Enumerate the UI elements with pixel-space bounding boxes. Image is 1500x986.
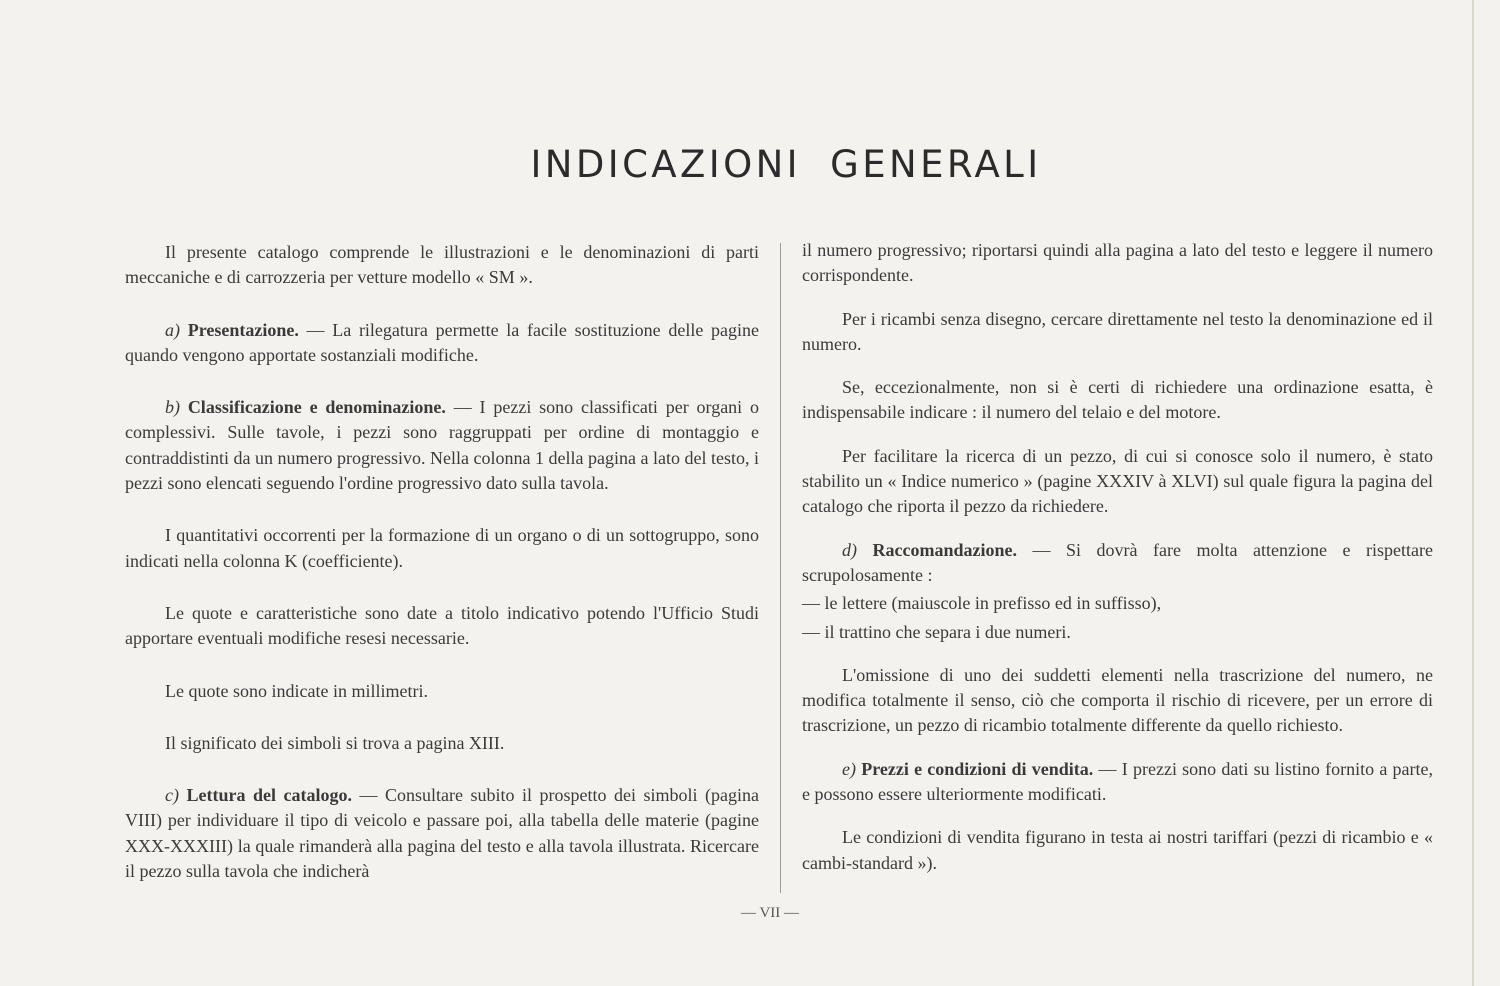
item-label: a) [165,319,180,340]
item-label: b) [165,397,180,418]
paragraph-prezzi [802,757,1433,808]
section-heading: Lettura del catalogo. [186,785,352,806]
paragraph-text: — Consultare subito il prospetto dei simboli (pagina VIII) per individuare il tipo di veicolo e passare poi, alla tabella delle materie (pagine XXX-XXXIII) la quale rimanderà alla pagina del testo e alla tavola illustrata. Ricercare il pezzo sulla tavola che indicherà [125,785,759,882]
item-label: d) [842,539,857,560]
paragraph-text: — Si dovrà fare molta attenzione e rispettare scrupolosamente : [802,539,1433,585]
paragraph-indice-numerico: Per facilitare la ricerca di un pezzo, di cui si conosce solo il numero, è stato stabilito un « Indice numerico » (pagine XXXIV à XLVI) sul quale figura la pagina del catalogo che riporta il pezzo da richiedere. [802,445,1433,517]
dash-item: — il trattino che separa i due numeri. [802,621,1071,642]
paragraph-classificazione [125,395,759,496]
paragraph-text: — La rilegatura permette la facile sostituzione delle pagine quando vengono apportate sostanziali modifiche. [125,319,759,365]
paragraph-lettura [125,783,759,884]
paragraph-text: — I prezzi sono dati su listino fornito a parte, e possono essere ulteriormente modificati. [802,758,1434,805]
paragraph-simboli: Il significato dei simboli si trova a pagina XIII. [165,732,505,753]
dash-item: — le lettere (maiuscole in prefisso ed in suffisso), [802,593,1162,614]
paragraph-continuation: il numero progressivo; riportarsi quindi alla pagina a lato del testo e leggere il numero corrispondente. [802,240,1433,286]
item-label: c) [165,785,179,806]
paragraph-millimetri: Le quote sono indicate in millimetri. [165,680,428,701]
section-heading: Raccomandazione. [872,539,1017,560]
left-column [125,240,759,884]
section-heading: Classificazione e denominazione. [187,397,446,418]
right-column [802,238,1433,876]
item-label: e) [842,758,856,779]
paragraph-raccomandazione [802,538,1433,589]
paragraph-text: — I pezzi sono classificati per organi o complessivi. Sulle tavole, i pezzi sono raggruppati per ordine di montaggio e contraddistinti da un numero progressivo. Nella colonna 1 della pagina a lato del testo, i pezzi sono elencati seguendo l'ordine progressivo dato sulla tavola. [125,397,759,494]
paragraph-eccezionalmente: Se, eccezionalmente, non si è certi di richiedere una ordinazione esatta, è indispensabile indicare : il numero del telaio e del motore. [802,377,1433,423]
paragraph-senza-disegno: Per i ricambi senza disegno, cercare direttamente nel testo la denominazione ed il numero. [802,308,1433,354]
section-heading: Presentazione. [187,319,299,340]
paragraph-presentazione [125,318,759,369]
column-divider [780,243,781,893]
paragraph-quote-caratteristiche: Le quote e caratteristiche sono date a titolo indicativo potendo l'Ufficio Studi apportare eventuali modifiche resesi necessarie. [125,602,759,649]
section-heading: Prezzi e condizioni di vendita. [861,758,1094,779]
paragraph-omissione: L'omissione di uno dei suddetti elementi nella trascrizione del numero, ne modifica totalmente il senso, ciò che comporta il rischio di ricevere, per un errore di trascrizione, un pezzo di ricambio totalmente differente da quello richiesto. [802,664,1433,736]
paragraph-condizioni: Le condizioni di vendita figurano in testa ai nostri tariffari (pezzi di ricambio e « cambi-standard »). [802,827,1433,873]
page-title: INDICAZIONI GENERALI [530,143,1042,186]
page-number: — VII — [740,905,800,921]
paragraph-quantitativi: I quantitativi occorrenti per la formazione di un organo o di un sottogruppo, sono indicati nella colonna K (coefficiente). [125,525,759,571]
paragraph-intro: Il presente catalogo comprende le illustrazioni e le denominazioni di parti meccaniche e di carrozzeria per vetture modello « SM ». [125,242,759,288]
